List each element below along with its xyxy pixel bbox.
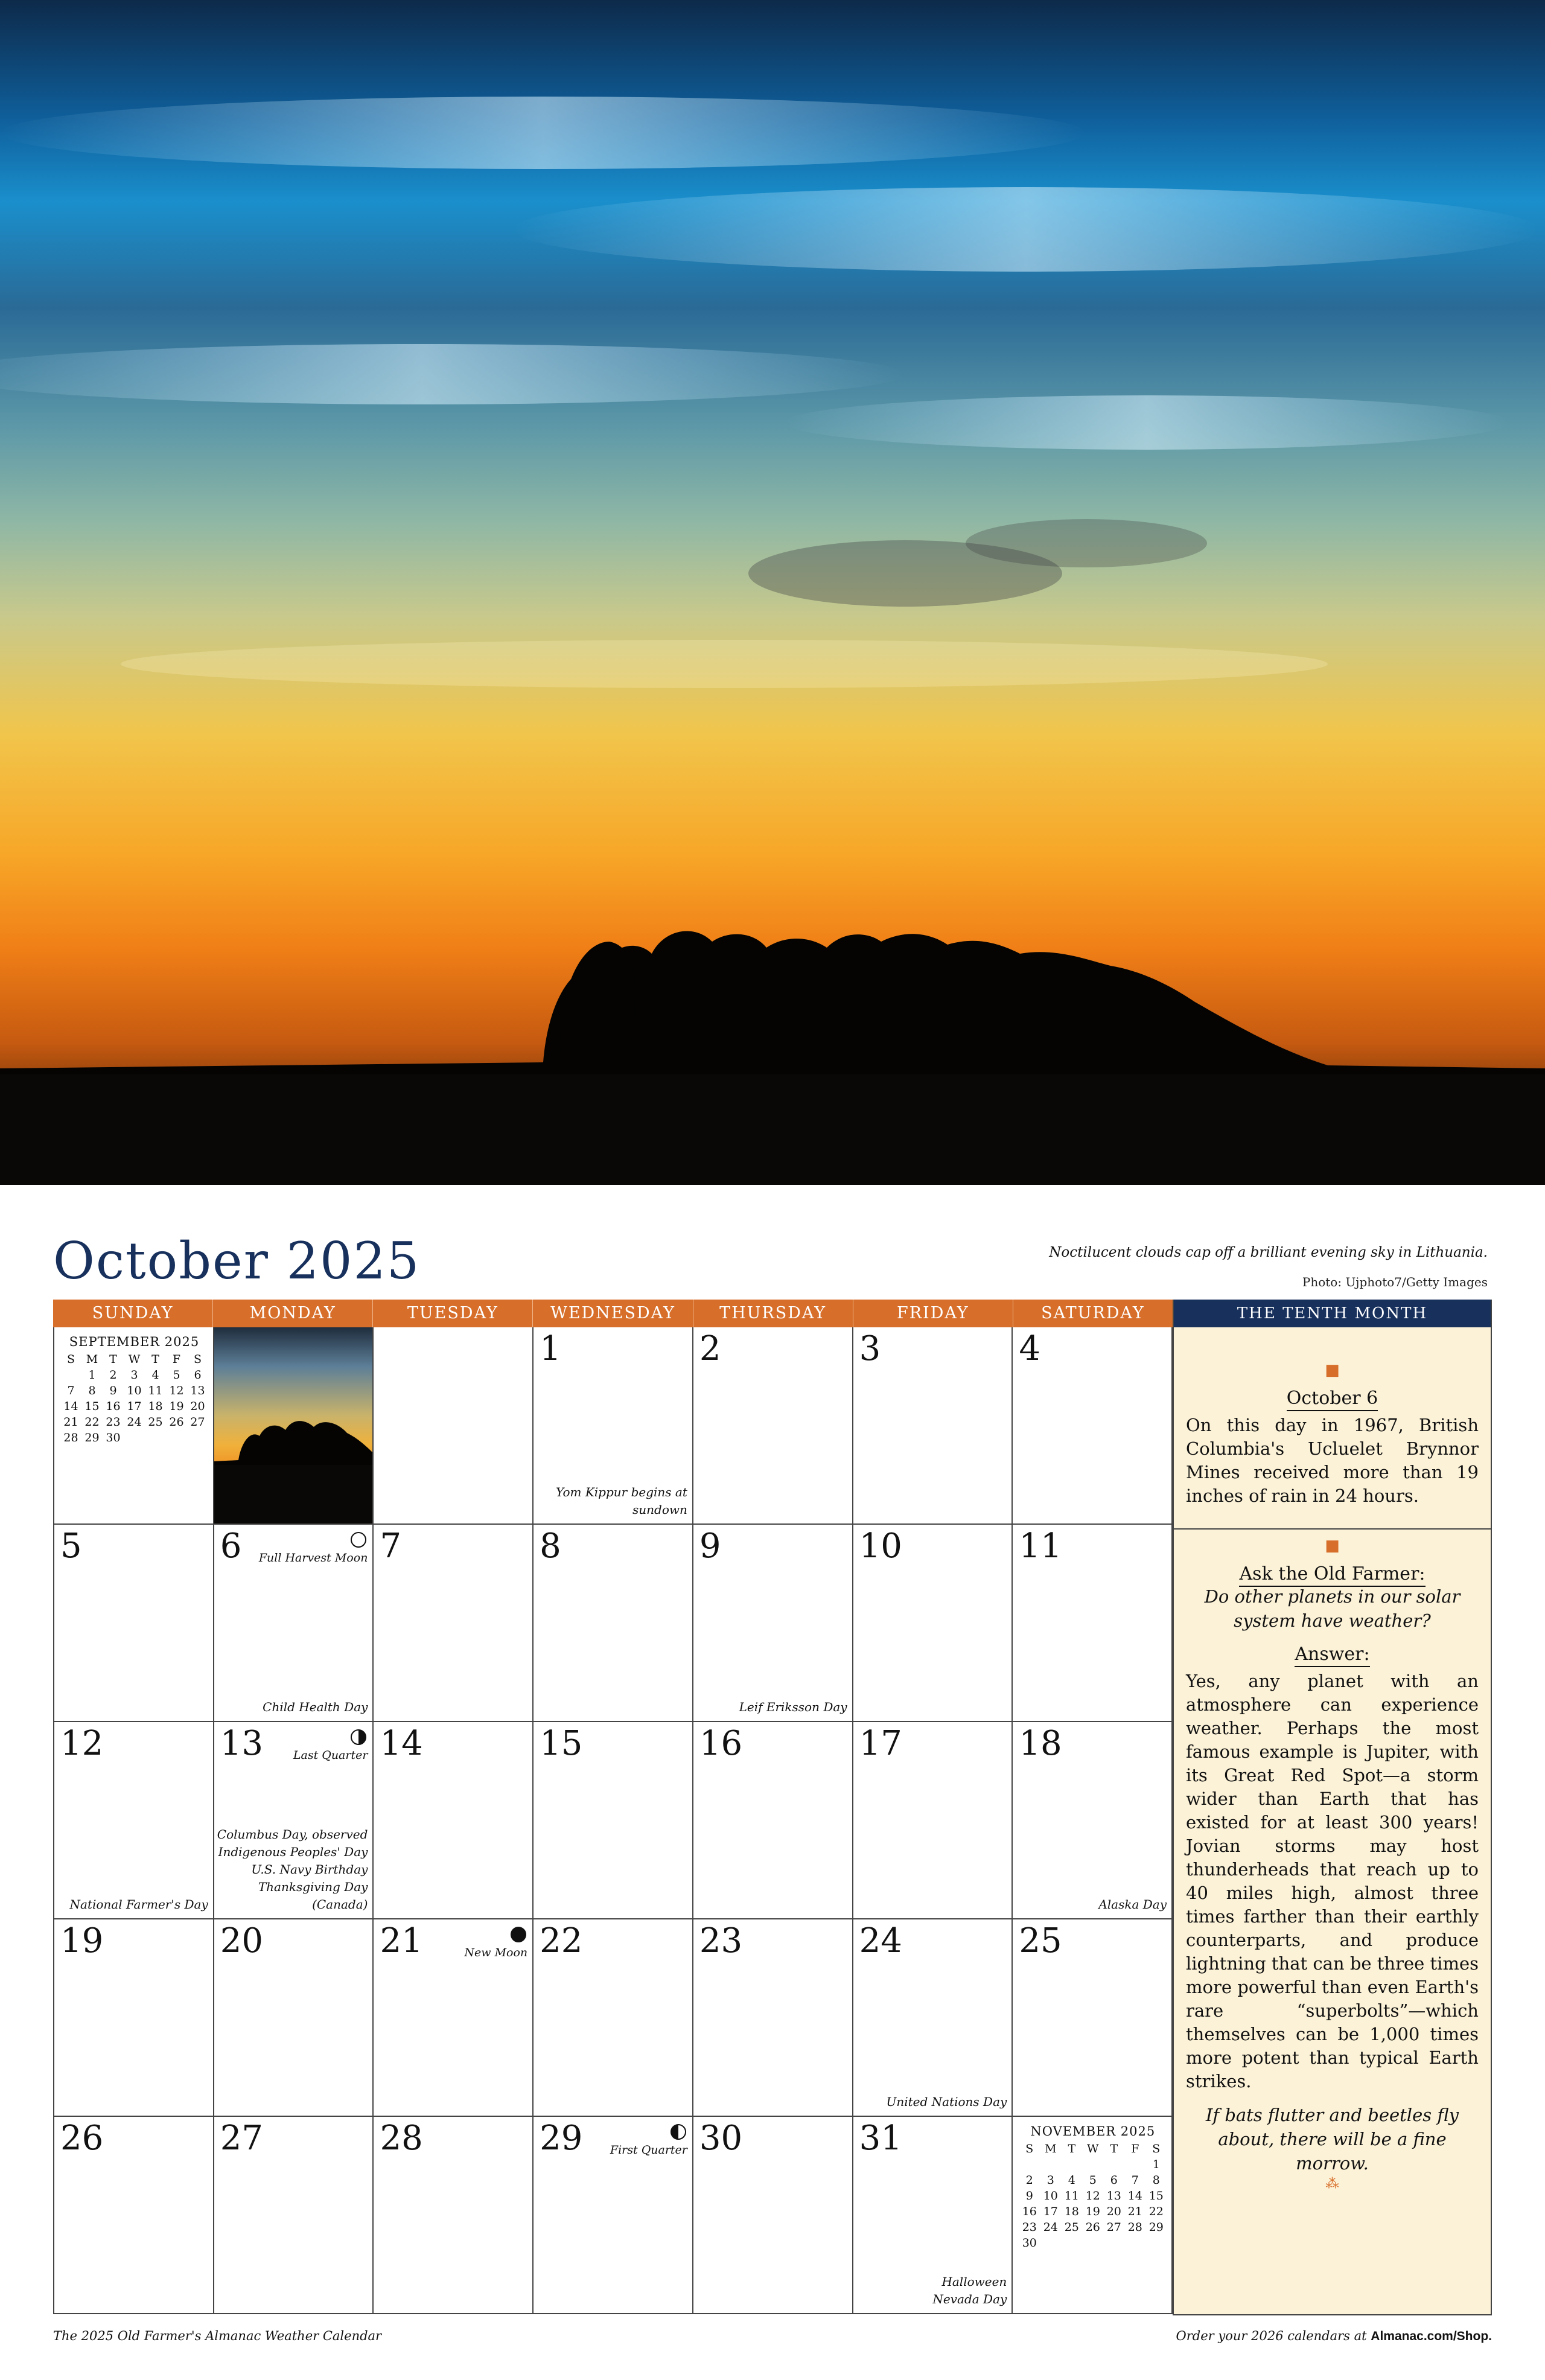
cell-mini-calendar bbox=[54, 1327, 214, 1523]
mini-day: 23 bbox=[106, 1415, 121, 1429]
weeks bbox=[53, 1327, 1173, 2314]
mini-day: 5 bbox=[173, 1368, 180, 1382]
week-row bbox=[54, 1721, 1173, 1918]
day-cell-13 bbox=[214, 1722, 374, 1918]
day-number: 6 bbox=[220, 1527, 242, 1566]
day-number: 31 bbox=[859, 2119, 902, 2158]
mini-day: 13 bbox=[1106, 2189, 1121, 2203]
mini-day: 9 bbox=[1025, 2189, 1033, 2203]
day-cell-23 bbox=[693, 1919, 853, 2116]
day-notes bbox=[886, 2093, 1007, 2111]
photo-caption: Noctilucent clouds cap off a brilliant evening sky in Lithuania. bbox=[1049, 1245, 1488, 1260]
day-note: Columbus Day, observed bbox=[217, 1827, 368, 1842]
day-number: 3 bbox=[859, 1329, 881, 1368]
mini-day: 17 bbox=[1043, 2205, 1058, 2218]
day-number: 5 bbox=[60, 1527, 82, 1566]
first-moon-icon bbox=[669, 2123, 687, 2143]
day-note: National Farmer's Day bbox=[69, 1897, 208, 1912]
mini-weekday: W bbox=[128, 1353, 141, 1366]
mini-day: 3 bbox=[1046, 2174, 1054, 2187]
mini-day: 14 bbox=[1127, 2189, 1142, 2203]
mini-weekday: S bbox=[1152, 2142, 1161, 2155]
day-cell-28 bbox=[374, 2117, 534, 2313]
day-number: 4 bbox=[1019, 1329, 1040, 1368]
day-number: 9 bbox=[699, 1527, 721, 1566]
day-cell-3 bbox=[853, 1327, 1013, 1523]
weekday-label: SATURDAY bbox=[1013, 1300, 1173, 1327]
day-number: 17 bbox=[859, 1724, 902, 1763]
mini-day: 29 bbox=[84, 1431, 100, 1444]
day-cell-31 bbox=[853, 2117, 1013, 2313]
mini-calendar-title: SEPTEMBER 2025 bbox=[69, 1335, 200, 1349]
day-cell-22 bbox=[534, 1919, 693, 2116]
mini-day: 8 bbox=[1152, 2174, 1160, 2187]
day-cell-16 bbox=[693, 1722, 853, 1918]
mini-day: 9 bbox=[109, 1384, 117, 1397]
mini-day: 4 bbox=[1068, 2174, 1075, 2187]
mini-weekday: M bbox=[86, 1353, 98, 1366]
mini-day: 20 bbox=[1106, 2205, 1121, 2218]
day-number: 23 bbox=[699, 1921, 743, 1960]
divider bbox=[1174, 1528, 1491, 1530]
week-row bbox=[54, 2116, 1173, 2313]
date-text: On this day in 1967, British Columbia's Ucluelet Brynnor Mines received more than 19 inches of rain in 24 hours. bbox=[1186, 1415, 1479, 1506]
day-cell-26 bbox=[54, 2117, 214, 2313]
moon-phase-label: First Quarter bbox=[610, 2143, 687, 2157]
mini-day: 14 bbox=[63, 1400, 78, 1413]
day-number: 12 bbox=[60, 1724, 104, 1763]
moon-phase-label: New Moon bbox=[464, 1946, 528, 1959]
mini-day: 15 bbox=[1148, 2189, 1164, 2203]
mini-calendar-days bbox=[60, 1353, 208, 1444]
day-number: 2 bbox=[699, 1329, 721, 1368]
day-number: 15 bbox=[540, 1724, 583, 1763]
day-number: 29 bbox=[540, 2119, 583, 2158]
answer-heading: Answer: bbox=[1186, 1644, 1479, 1665]
mini-day: 10 bbox=[127, 1384, 142, 1397]
day-number: 20 bbox=[220, 1921, 263, 1960]
mini-day: 21 bbox=[1127, 2205, 1142, 2218]
mini-day: 25 bbox=[148, 1415, 163, 1429]
thumbnail-photo bbox=[214, 1327, 373, 1523]
weekday-header-row bbox=[53, 1300, 1173, 1327]
day-notes bbox=[217, 1826, 368, 1913]
mini-day: 10 bbox=[1043, 2189, 1058, 2203]
mini-day: 4 bbox=[151, 1368, 159, 1382]
day-cell-27 bbox=[214, 2117, 374, 2313]
day-cell-25 bbox=[1013, 1919, 1173, 2116]
mini-day: 15 bbox=[84, 1400, 100, 1413]
week-row bbox=[54, 1918, 1173, 2116]
month-title: October 2025 bbox=[53, 1231, 421, 1290]
mini-day: 7 bbox=[67, 1384, 75, 1397]
week-row bbox=[54, 1327, 1173, 1523]
day-cell-6 bbox=[214, 1525, 374, 1721]
mini-day: 1 bbox=[88, 1368, 96, 1382]
mini-day: 26 bbox=[169, 1415, 184, 1429]
flourish-icon: ⁂ bbox=[1325, 2177, 1339, 2192]
mini-weekday: W bbox=[1087, 2142, 1099, 2155]
day-cell-14 bbox=[374, 1722, 534, 1918]
mini-day: 17 bbox=[127, 1400, 142, 1413]
day-notes bbox=[932, 2273, 1007, 2308]
mini-day: 12 bbox=[1085, 2189, 1100, 2203]
day-notes bbox=[70, 1896, 208, 1913]
mini-day: 11 bbox=[1064, 2189, 1079, 2203]
mini-day: 23 bbox=[1022, 2221, 1037, 2234]
mini-weekday: S bbox=[193, 1353, 202, 1366]
day-notes bbox=[263, 1699, 368, 1716]
mini-day: 2 bbox=[1025, 2174, 1033, 2187]
footer-left: The 2025 Old Farmer's Almanac Weather Calendar bbox=[53, 2329, 382, 2343]
day-cell-7 bbox=[374, 1525, 534, 1721]
day-number: 13 bbox=[220, 1724, 263, 1763]
mini-day bbox=[1103, 2158, 1124, 2171]
mini-weekday: T bbox=[1068, 2142, 1076, 2155]
day-cell-20 bbox=[214, 1919, 374, 2116]
ornament-square-icon: ■ bbox=[1325, 1361, 1340, 1379]
day-number: 30 bbox=[699, 2119, 743, 2158]
day-cell-5 bbox=[54, 1525, 214, 1721]
cell-empty bbox=[374, 1327, 534, 1523]
day-note: Alaska Day bbox=[1098, 1897, 1167, 1912]
mini-day: 24 bbox=[127, 1415, 142, 1429]
mini-day: 7 bbox=[1131, 2174, 1139, 2187]
day-note: Leif Eriksson Day bbox=[739, 1700, 847, 1714]
calendar-grid bbox=[53, 1300, 1173, 2314]
mini-day: 11 bbox=[148, 1384, 163, 1397]
mini-day bbox=[1061, 2158, 1082, 2171]
day-number: 22 bbox=[540, 1921, 583, 1960]
day-cell-29 bbox=[534, 2117, 693, 2313]
mini-day: 29 bbox=[1148, 2221, 1164, 2234]
sidebar-heading: THE TENTH MONTH bbox=[1174, 1300, 1491, 1327]
mini-day: 16 bbox=[106, 1400, 121, 1413]
day-number: 11 bbox=[1019, 1527, 1062, 1566]
mini-day: 21 bbox=[63, 1415, 78, 1429]
mini-day: 26 bbox=[1085, 2221, 1100, 2234]
weekday-label: SUNDAY bbox=[92, 1304, 174, 1322]
answer-text: Yes, any planet with an atmosphere can experience weather. Perhaps the most famous example is Jupiter, with its Great Red Spot—a storm wider than Earth that has existed for at least 300 years! Jovian storms may host thunderheads that reach up to 40 miles high, almost three times farther than their earthly counterparts, and produce lightning that can be three times more powerful than even Earth's rare “superbolts”—which themselves can be 1,000 times more potent than typical Earth strikes. bbox=[1186, 1671, 1479, 2091]
weekday-label: MONDAY bbox=[212, 1300, 372, 1327]
moon-phase-label: Full Harvest Moon bbox=[258, 1551, 368, 1565]
day-cell-17 bbox=[853, 1722, 1013, 1918]
mini-day: 20 bbox=[190, 1400, 205, 1413]
mini-weekday: M bbox=[1045, 2142, 1057, 2155]
mini-day: 30 bbox=[1022, 2236, 1037, 2250]
last-moon-icon bbox=[349, 1728, 368, 1749]
mini-day: 30 bbox=[106, 1431, 121, 1444]
day-cell-24 bbox=[853, 1919, 1013, 2116]
weekday-label: TUESDAY bbox=[372, 1300, 532, 1327]
day-note: Yom Kippur begins at bbox=[556, 1485, 687, 1499]
day-cell-21 bbox=[374, 1919, 534, 2116]
day-number: 10 bbox=[859, 1527, 902, 1566]
day-cell-30 bbox=[693, 2117, 853, 2313]
mini-day: 3 bbox=[130, 1368, 138, 1382]
mini-day: 2 bbox=[109, 1368, 117, 1382]
ornament-square-icon: ■ bbox=[1325, 1537, 1340, 1555]
mini-weekday: F bbox=[172, 1353, 181, 1366]
mini-day: 8 bbox=[88, 1384, 96, 1397]
mini-day: 19 bbox=[169, 1400, 184, 1413]
mini-weekday: T bbox=[151, 1353, 159, 1366]
day-cell-15 bbox=[534, 1722, 693, 1918]
day-number: 27 bbox=[220, 2119, 263, 2158]
mini-calendar-november bbox=[1019, 2124, 1167, 2250]
day-number: 24 bbox=[859, 1921, 902, 1960]
mini-day: 25 bbox=[1064, 2221, 1079, 2234]
mini-day: 22 bbox=[84, 1415, 100, 1429]
day-cell-19 bbox=[54, 1919, 214, 2116]
mini-day: 13 bbox=[190, 1384, 205, 1397]
mini-day: 6 bbox=[194, 1368, 202, 1382]
cell-mini-calendar bbox=[1013, 2117, 1173, 2313]
mini-day bbox=[1019, 2158, 1040, 2171]
day-number: 7 bbox=[380, 1527, 402, 1566]
moon-phase-label: Last Quarter bbox=[293, 1749, 368, 1762]
mini-day bbox=[60, 1368, 81, 1382]
day-note: Child Health Day bbox=[263, 1700, 368, 1714]
cell-photo bbox=[214, 1327, 374, 1523]
day-number: 8 bbox=[540, 1527, 561, 1566]
day-note: Nevada Day bbox=[932, 2292, 1007, 2306]
new-moon-icon bbox=[509, 1925, 527, 1946]
mini-day: 28 bbox=[1127, 2221, 1142, 2234]
shop-link[interactable]: Almanac.com/Shop. bbox=[1371, 2329, 1492, 2343]
day-number: 25 bbox=[1019, 1921, 1062, 1960]
weekday-label: THURSDAY bbox=[693, 1300, 853, 1327]
mini-day: 12 bbox=[169, 1384, 184, 1397]
day-number: 18 bbox=[1019, 1724, 1062, 1763]
full-moon-icon bbox=[349, 1531, 368, 1551]
mini-weekday: F bbox=[1131, 2142, 1139, 2155]
day-note: U.S. Navy Birthday bbox=[251, 1862, 368, 1877]
day-number: 21 bbox=[380, 1921, 423, 1960]
question-text: Do other planets in our solar system have weather? bbox=[1204, 1586, 1461, 1631]
mini-day: 22 bbox=[1148, 2205, 1164, 2218]
mini-weekday: S bbox=[66, 1353, 75, 1366]
mini-calendar-title: NOVEMBER 2025 bbox=[1030, 2124, 1156, 2139]
mini-day bbox=[1124, 2158, 1145, 2171]
day-cell-10 bbox=[853, 1525, 1013, 1721]
mini-day: 1 bbox=[1152, 2158, 1160, 2171]
mini-day: 24 bbox=[1043, 2221, 1058, 2234]
day-notes bbox=[1098, 1896, 1167, 1913]
day-number: 28 bbox=[380, 2119, 423, 2158]
mini-day bbox=[1040, 2158, 1061, 2171]
day-note: (Canada) bbox=[312, 1897, 368, 1912]
day-note: Indigenous Peoples' Day bbox=[218, 1845, 368, 1859]
mini-weekday: S bbox=[1025, 2142, 1034, 2155]
hero-photo bbox=[0, 0, 1545, 1185]
day-cell-8 bbox=[534, 1525, 693, 1721]
day-notes bbox=[556, 1484, 687, 1519]
day-number: 14 bbox=[380, 1724, 423, 1763]
day-note: Thanksgiving Day bbox=[258, 1880, 368, 1894]
mini-day: 6 bbox=[1110, 2174, 1118, 2187]
day-number: 16 bbox=[699, 1724, 743, 1763]
day-cell-9 bbox=[693, 1525, 853, 1721]
day-note: Halloween bbox=[941, 2274, 1007, 2289]
mini-day: 5 bbox=[1089, 2174, 1097, 2187]
day-cell-12 bbox=[54, 1722, 214, 1918]
mini-day: 16 bbox=[1022, 2205, 1037, 2218]
mini-day: 18 bbox=[1064, 2205, 1079, 2218]
day-cell-11 bbox=[1013, 1525, 1173, 1721]
mini-day: 27 bbox=[190, 1415, 205, 1429]
day-notes bbox=[739, 1699, 847, 1716]
mini-day: 27 bbox=[1106, 2221, 1121, 2234]
day-cell-4 bbox=[1013, 1327, 1173, 1523]
mini-day: 28 bbox=[63, 1431, 78, 1444]
mini-day: 18 bbox=[148, 1400, 163, 1413]
mini-weekday: T bbox=[109, 1353, 117, 1366]
day-cell-1 bbox=[534, 1327, 693, 1523]
day-cell-2 bbox=[693, 1327, 853, 1523]
mini-weekday: T bbox=[1110, 2142, 1118, 2155]
day-note: sundown bbox=[632, 1502, 687, 1517]
week-row bbox=[54, 1523, 1173, 1721]
ask-heading: Ask the Old Farmer: bbox=[1186, 1563, 1479, 1584]
date-heading: October 6 bbox=[1186, 1388, 1479, 1409]
photo-credit: Photo: Ujphoto7/Getty Images bbox=[1302, 1275, 1488, 1289]
day-number: 19 bbox=[60, 1921, 104, 1960]
mini-calendar-days bbox=[1019, 2142, 1167, 2250]
day-note: United Nations Day bbox=[886, 2094, 1007, 2109]
mini-day bbox=[1082, 2158, 1103, 2171]
mini-day: 19 bbox=[1085, 2205, 1100, 2218]
weekday-label: WEDNESDAY bbox=[532, 1300, 692, 1327]
sidebar bbox=[1173, 1300, 1492, 2315]
mini-calendar-september bbox=[60, 1335, 208, 1444]
weather-proverb: If bats flutter and beetles fly about, there will be a fine morrow. bbox=[1205, 2105, 1459, 2174]
footer-right: Order your 2026 calendars at Almanac.com/Shop. bbox=[1176, 2329, 1492, 2343]
weekday-label: FRIDAY bbox=[853, 1300, 1013, 1327]
day-number: 1 bbox=[540, 1329, 561, 1368]
day-number: 26 bbox=[60, 2119, 104, 2158]
sky-silhouette-illustration bbox=[0, 0, 1545, 1185]
day-cell-18 bbox=[1013, 1722, 1173, 1918]
